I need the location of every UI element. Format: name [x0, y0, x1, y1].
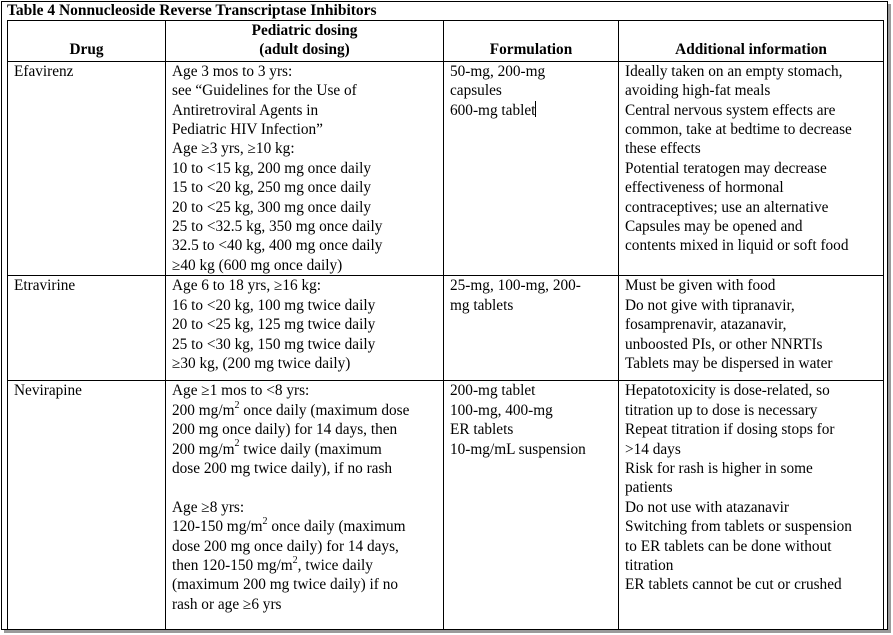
dosing-line: ≥40 kg (600 mg once daily) — [172, 256, 343, 274]
drug-name: Nevirapine — [8, 381, 166, 630]
info-line: titration — [625, 556, 674, 574]
dosing-line: 20 to <25 kg, 125 mg twice daily — [172, 316, 376, 334]
superscript: 2 — [292, 554, 298, 566]
dosing-cell — [166, 276, 444, 381]
info-line: Repeat titration if dosing stops for — [625, 421, 835, 439]
dosing-line: 20 to <25 kg, 300 mg once daily — [172, 198, 371, 216]
info-line: Central nervous system effects are — [625, 101, 836, 119]
dosing-line: (maximum 200 mg twice daily) if no — [172, 576, 399, 594]
header-drug: Drug — [8, 21, 166, 62]
dosing-text: once daily (maximum dose — [239, 401, 410, 419]
dosing-line: dose 200 mg twice daily), if no rash — [172, 459, 393, 477]
dosing-cell — [166, 61, 444, 275]
dosing-text: once daily (maximum — [267, 518, 406, 536]
info-line: unboosted PIs, or other NNRTIs — [625, 335, 823, 353]
dosing-text: , twice daily — [297, 556, 373, 574]
info-line: Do not use with atazanavir — [625, 498, 789, 516]
info-line: to ER tablets can be done without — [625, 537, 832, 555]
formulation-line — [450, 101, 612, 120]
dosing-line: Age ≥1 mos to <8 yrs: — [172, 382, 310, 400]
info-line: avoiding high-fat meals — [625, 82, 771, 100]
dosing-line: 32.5 to <40 kg, 400 mg once daily — [172, 237, 383, 255]
header-info: Additional information — [619, 21, 884, 62]
formulation-line: 10-mg/mL suspension — [450, 440, 586, 458]
header-row — [8, 21, 884, 62]
header-dosing-line2: (adult dosing) — [259, 41, 350, 59]
info-line: Potential teratogen may decrease — [625, 159, 827, 177]
dosing-line: dose 200 mg once daily) for 14 days, — [172, 537, 399, 555]
dosing-line: Age 6 to 18 yrs, ≥16 kg: — [172, 277, 322, 295]
info-line: >14 days — [625, 440, 681, 458]
dosing-line — [172, 440, 437, 459]
info-line: contraceptives; use an alternative — [625, 198, 829, 216]
dosing-text: then 120-150 mg/m — [172, 556, 293, 574]
dosing-cell — [166, 381, 444, 630]
drug-name: Etravirine — [8, 276, 166, 381]
info-line: Risk for rash is higher in some — [625, 459, 813, 477]
superscript: 2 — [234, 438, 240, 450]
info-line: Ideally taken on an empty stomach, — [625, 62, 843, 80]
dosing-line: 25 to <30 kg, 150 mg twice daily — [172, 335, 376, 353]
header-dosing — [166, 21, 444, 62]
dosing-line: Age ≥8 yrs: — [172, 498, 245, 516]
info-line: Do not give with tipranavir, — [625, 296, 795, 314]
formulation-line: ER tablets — [450, 421, 514, 439]
dosing-line: 16 to <20 kg, 100 mg twice daily — [172, 296, 376, 314]
dosing-text: 120-150 mg/m — [172, 518, 263, 536]
nnrti-table — [7, 20, 884, 630]
dosing-line — [172, 401, 437, 420]
dosing-line: Pediatric HIV Infection” — [172, 121, 323, 139]
info-line: Capsules may be opened and — [625, 218, 803, 236]
dosing-line: 10 to <15 kg, 200 mg once daily — [172, 159, 371, 177]
info-line: contents mixed in liquid or soft food — [625, 237, 849, 255]
superscript: 2 — [234, 399, 240, 411]
table-row — [8, 61, 884, 275]
formulation-cell — [444, 381, 619, 630]
info-line: patients — [625, 479, 673, 497]
info-line: titration up to dose is necessary — [625, 401, 818, 419]
dosing-line — [172, 517, 437, 536]
formulation-text: 600-mg tablet — [450, 101, 536, 119]
info-line: effectiveness of hormonal — [625, 179, 784, 197]
formulation-cell[interactable] — [444, 61, 619, 275]
formulation-line: 50-mg, 200-mg — [450, 62, 546, 80]
dosing-line: 15 to <20 kg, 250 mg once daily — [172, 179, 371, 197]
drug-name: Efavirenz — [8, 61, 166, 275]
dosing-line: ≥30 kg, (200 mg twice daily) — [172, 354, 351, 372]
info-line: fosamprenavir, atazanavir, — [625, 316, 787, 334]
dosing-text: 200 mg/m — [172, 440, 235, 458]
dosing-line — [172, 556, 437, 575]
info-line: common, take at bedtime to decrease — [625, 121, 852, 139]
dosing-line: 25 to <32.5 kg, 350 mg once daily — [172, 218, 383, 236]
info-line: Hepatotoxicity is dose-related, so — [625, 382, 830, 400]
formulation-line: 25-mg, 100-mg, 200- — [450, 277, 581, 295]
text-cursor — [535, 101, 536, 117]
dosing-line: see “Guidelines for the Use of — [172, 82, 357, 100]
dosing-line: Antiretroviral Agents in — [172, 101, 319, 119]
dosing-text: 200 mg/m — [172, 401, 235, 419]
formulation-line: 100-mg, 400-mg — [450, 401, 553, 419]
table-row — [8, 276, 884, 381]
superscript: 2 — [262, 516, 268, 528]
info-line: Must be given with food — [625, 277, 776, 295]
info-cell — [619, 276, 884, 381]
dosing-line: rash or age ≥6 yrs — [172, 595, 282, 613]
header-dosing-line1: Pediatric dosing — [251, 22, 358, 39]
info-line: Switching from tablets or suspension — [625, 518, 852, 536]
table-row — [8, 381, 884, 630]
info-line: these effects — [625, 140, 701, 158]
formulation-line: mg tablets — [450, 296, 514, 314]
info-line: ER tablets cannot be cut or crushed — [625, 576, 842, 594]
spacer — [172, 478, 437, 497]
formulation-line: 200-mg tablet — [450, 382, 536, 400]
table-caption: Table 4 Nonnucleoside Reverse Transcriptase Inhibitors — [7, 2, 377, 19]
dosing-text: twice daily (maximum — [239, 440, 382, 458]
info-cell — [619, 381, 884, 630]
info-cell — [619, 61, 884, 275]
formulation-line: capsules — [450, 82, 502, 100]
header-formulation: Formulation — [444, 21, 619, 62]
dosing-line: 200 mg once daily) for 14 days, then — [172, 421, 398, 439]
dosing-line: Age 3 mos to 3 yrs: — [172, 62, 293, 80]
info-line: Tablets may be dispersed in water — [625, 354, 833, 372]
dosing-line: Age ≥3 yrs, ≥10 kg: — [172, 140, 295, 158]
formulation-cell — [444, 276, 619, 381]
